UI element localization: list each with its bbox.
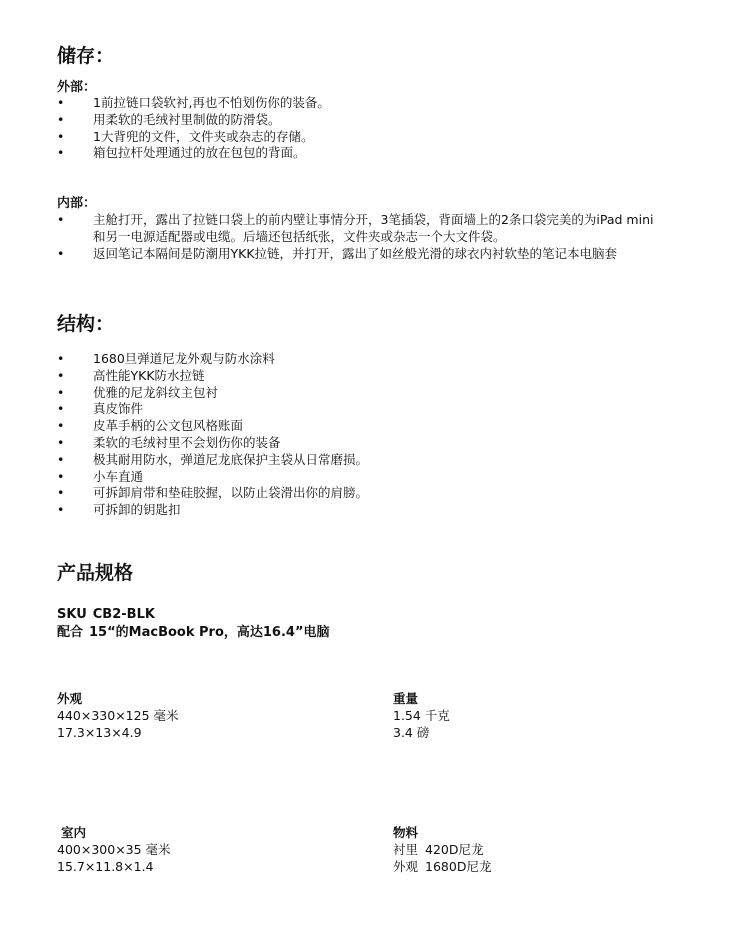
exterior-dimensions (57, 691, 179, 741)
sku-value: CB2-BLK (92, 607, 155, 622)
list-item: • 返回笔记本隔间是防潮用YKK拉链，并打开，露出了如丝般光滑的球衣内衬软垫的笔记本电脑套 (57, 245, 618, 261)
material-lining (393, 842, 491, 859)
weight-kg: 1.54 千克 (393, 707, 450, 723)
structure-heading: 结构： (57, 313, 115, 335)
bullet-icon: • (57, 351, 65, 366)
material-lining-value: 420D尼龙 (425, 841, 484, 857)
material-block (393, 825, 491, 875)
interior-dimensions-in: 15.7×11.8×1.4 (57, 858, 154, 874)
material-outer-value: 1680D尼龙 (425, 858, 492, 874)
list-item: • 真皮饰件 (57, 401, 144, 417)
interior-dimensions (57, 825, 171, 875)
weight-title: 重量 (393, 691, 419, 706)
exterior-storage-label: 外部： (57, 80, 97, 95)
interior-dimensions-mm: 400×300×35 毫米 (57, 841, 171, 857)
bullet-icon: • (57, 212, 65, 227)
list-item: • 优雅的尼龙斜纹主包衬 (57, 384, 219, 400)
list-item: • 可拆卸的钥匙扣 (57, 502, 181, 518)
list-item: • 皮革手柄的公文包风格账面 (57, 418, 244, 434)
bullet-icon: • (57, 128, 65, 144)
bullet-icon: • (57, 418, 65, 434)
exterior-dimensions-mm: 440×330×125 毫米 (57, 707, 179, 723)
exterior-dimensions-in: 17.3×13×4.9 (57, 724, 142, 740)
bullet-icon: • (57, 111, 65, 127)
list-item: • 可拆卸肩带和垫硅胶握，以防止袋滑出你的肩膀。 (57, 485, 369, 501)
sku-label: SKU (57, 607, 87, 622)
list-item: • 小车直通 (57, 468, 144, 484)
bullet-icon: • (57, 468, 65, 484)
bullet-icon: • (57, 434, 65, 450)
sku-line (57, 606, 155, 623)
exterior-dimensions-title: 外观 (57, 691, 83, 706)
list-item: • 1680旦弹道尼龙外观与防水涂料 (57, 351, 275, 366)
list-item: • 高性能YKK防水拉链 (57, 367, 205, 383)
structure-list (57, 351, 657, 519)
list-item: • 极其耐用防水，弹道尼龙底保护主袋从日常磨损。 (57, 451, 369, 467)
fit-label: 配合 (57, 625, 84, 640)
list-item: • 柔软的毛绒衬里不会划伤你的装备 (57, 434, 281, 450)
material-lining-label: 衬里 (393, 841, 419, 857)
exterior-storage-list (57, 95, 657, 162)
bullet-icon: • (57, 367, 65, 383)
bullet-icon: • (57, 384, 65, 400)
fit-line (57, 624, 330, 641)
weight-lb: 3.4 磅 (393, 724, 430, 740)
fit-value: 15“的MacBook Pro，高达16.4”电脑 (89, 625, 330, 640)
specs-heading: 产品规格 (57, 562, 134, 584)
bullet-icon: • (57, 145, 65, 161)
list-item: • 1前拉链口袋软衬,再也不怕划伤你的装备。 (57, 95, 330, 110)
interior-storage-list (57, 212, 657, 262)
material-title: 物料 (393, 825, 419, 840)
bullet-icon: • (57, 485, 65, 501)
list-item: • 主舱打开，露出了拉链口袋上的前内壁让事情分开，3笔插袋，背面墙上的2条口袋完美的为iPad mini和另一电源适配器或电缆。后墙还包括纸张，文件夹或杂志一个大文件袋。 (57, 212, 654, 244)
list-item: • 用柔软的毛绒衬里制做的防滑袋。 (57, 111, 281, 127)
bullet-icon: • (57, 451, 65, 467)
list-item: • 箱包拉杆处理通过的放在包包的背面。 (57, 145, 306, 161)
bullet-icon: • (57, 502, 65, 518)
bullet-icon: • (57, 401, 65, 417)
material-outer-label: 外观 (393, 858, 419, 874)
weight-block (393, 691, 450, 741)
list-item: • 1大背兜的文件，文件夹或杂志的存储。 (57, 128, 314, 144)
bullet-icon: • (57, 245, 65, 261)
material-outer (393, 859, 491, 876)
bullet-icon: • (57, 95, 65, 110)
interior-storage-label: 内部： (57, 196, 97, 211)
interior-dimensions-title: 室内 (61, 825, 87, 840)
storage-heading: 储存： (57, 45, 115, 67)
